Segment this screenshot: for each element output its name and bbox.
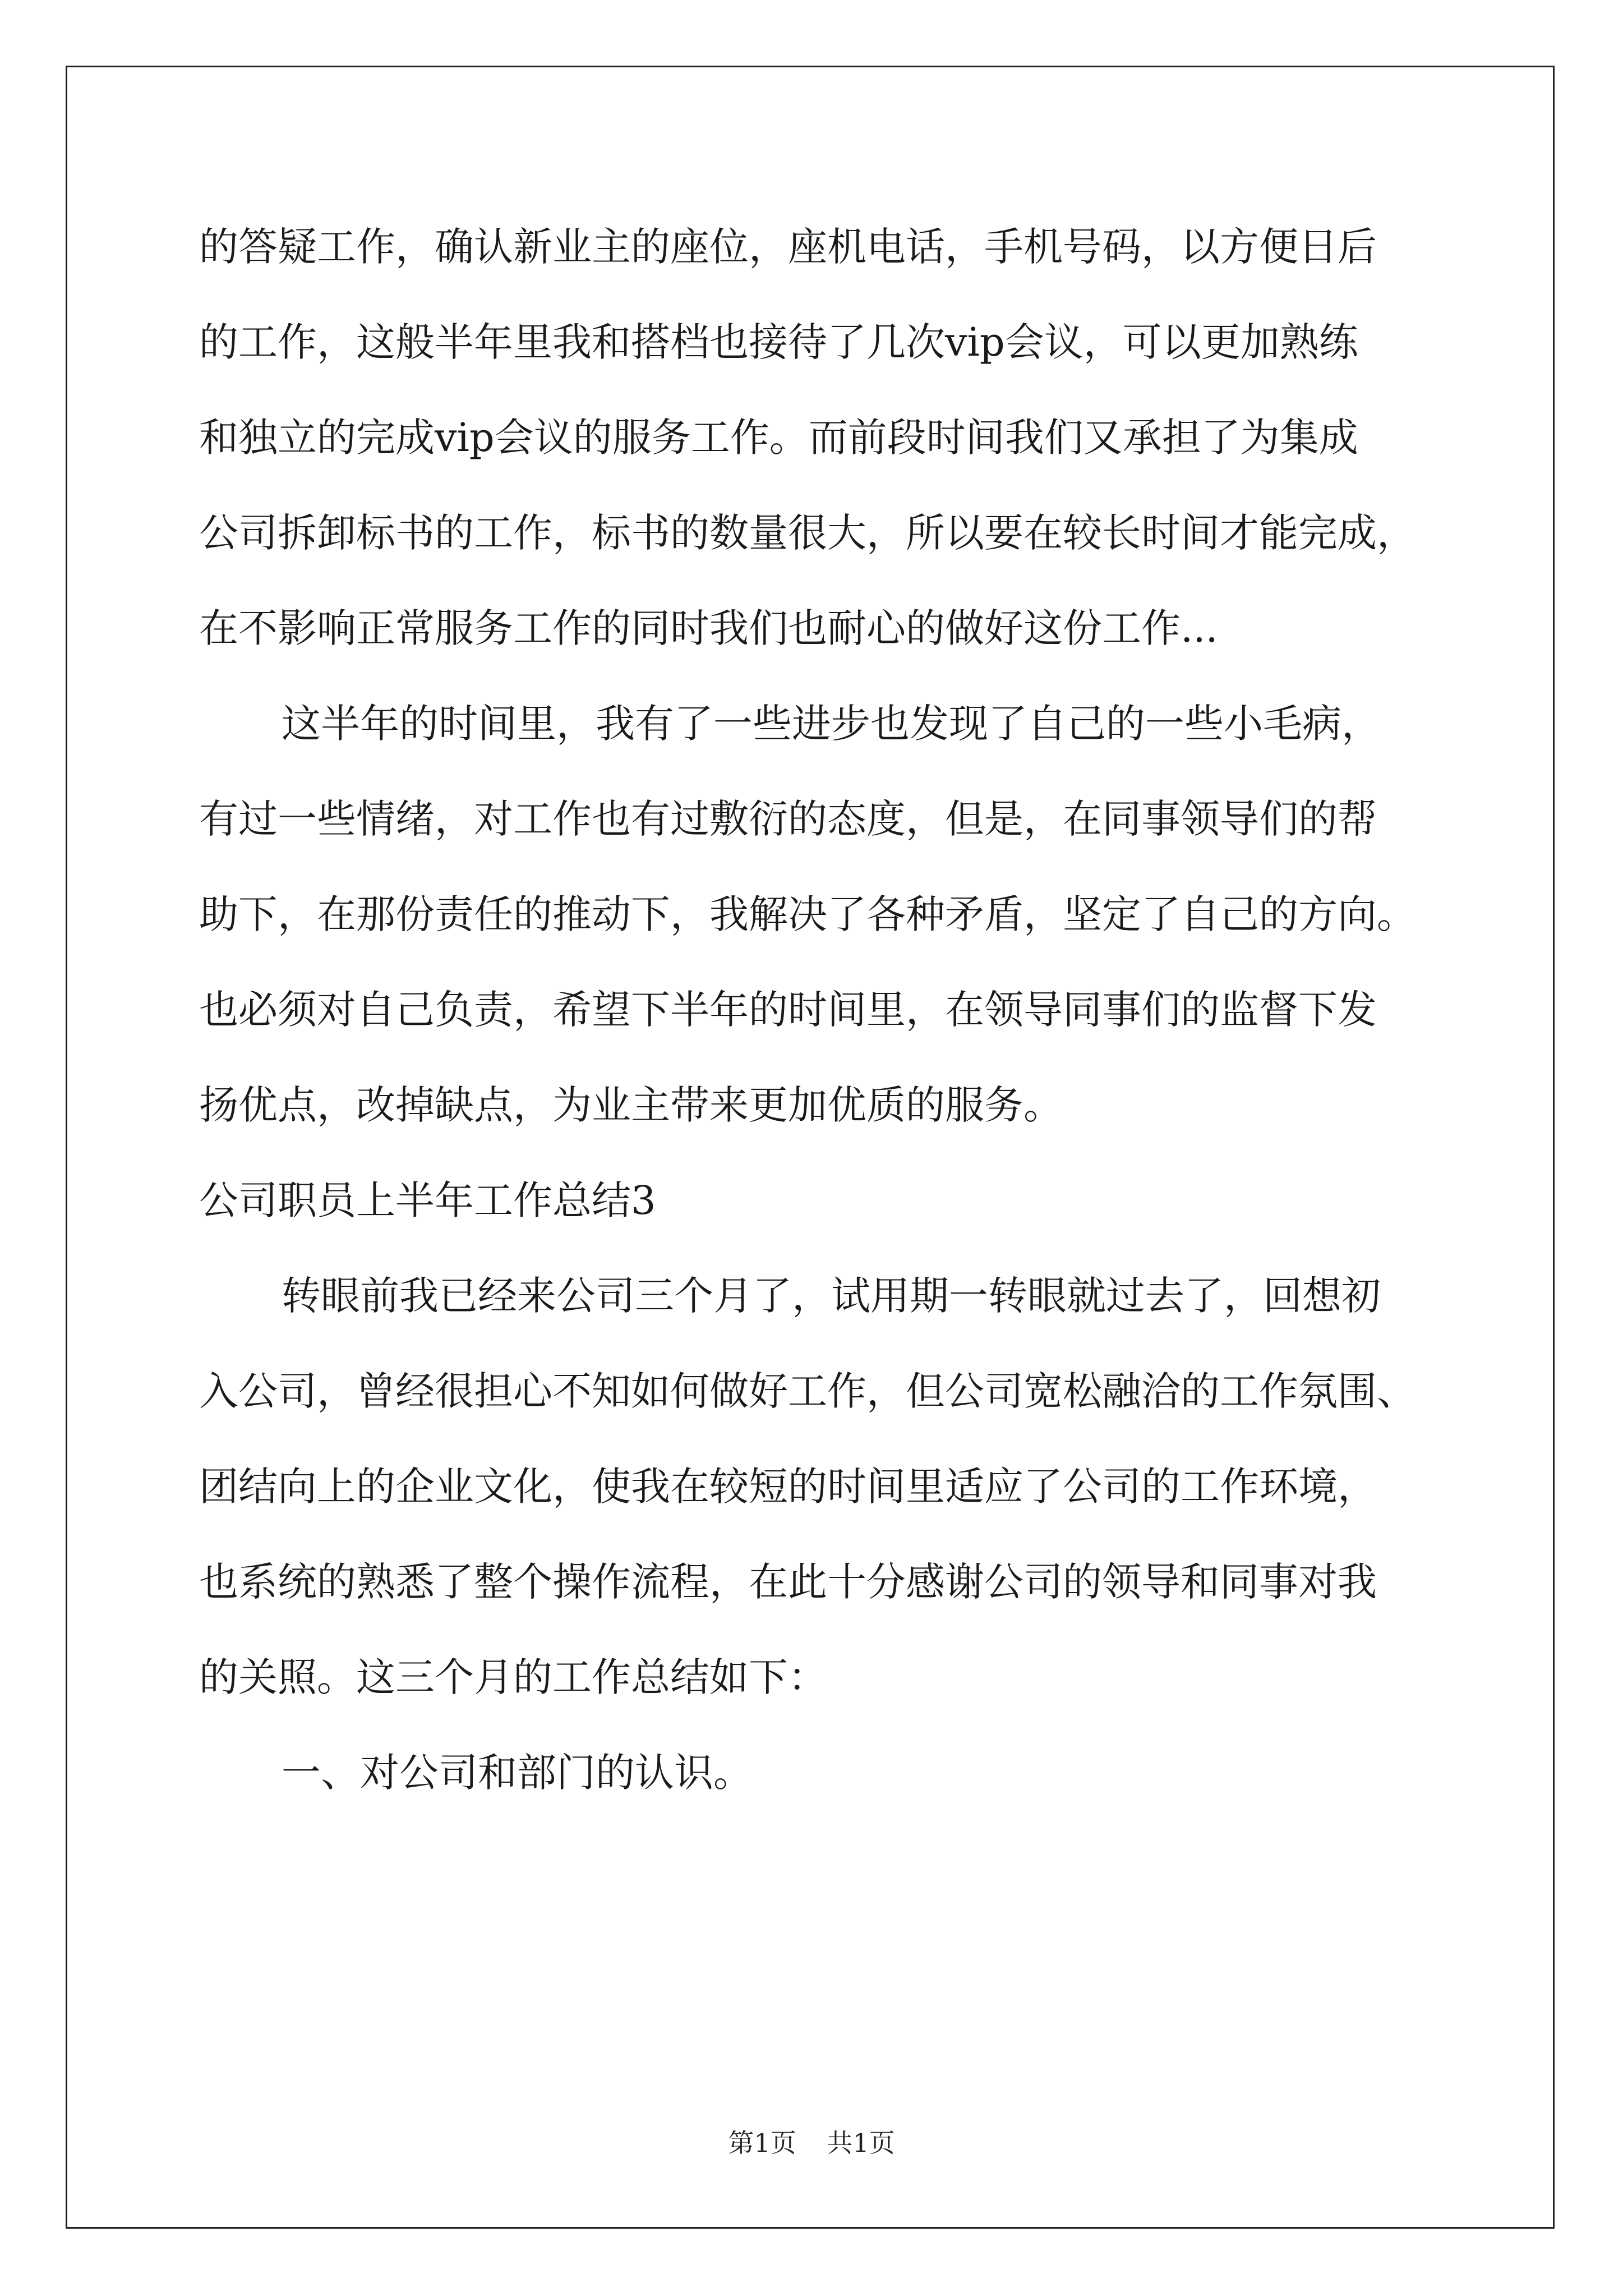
text-line: 公司拆卸标书的工作，标书的数量很大，所以要在较长时间才能完成， xyxy=(199,510,1416,556)
text-line: 也必须对自己负责，希望下半年的时间里，在领导同事们的监督下发 xyxy=(199,987,1377,1033)
text-line: 也系统的熟悉了整个操作流程，在此十分感谢公司的领导和同事对我 xyxy=(199,1559,1377,1605)
text-line: 和独立的完成vip会议的服务工作。而前段时间我们又承担了为集成 xyxy=(199,415,1358,461)
text-line: 助下，在那份责任的推动下，我解决了各种矛盾，坚定了自己的方向。 xyxy=(199,891,1416,937)
text-line: 的关照。这三个月的工作总结如下： xyxy=(199,1654,827,1700)
text-line: 转眼前我已经来公司三个月了，试用期一转眼就过去了，回想初 xyxy=(282,1273,1381,1319)
text-line: 扬优点，改掉缺点，为业主带来更加优质的服务。 xyxy=(199,1082,1063,1128)
text-line: 这半年的时间里，我有了一些进步也发现了自己的一些小毛病， xyxy=(282,701,1381,747)
text-line: 的答疑工作，确认新业主的座位，座机电话，手机号码，以方便日后 xyxy=(199,224,1377,270)
page-frame xyxy=(66,66,1555,2229)
text-line: 在不影响正常服务工作的同时我们也耐心的做好这份工作... xyxy=(199,605,1218,651)
text-line: 团结向上的企业文化，使我在较短的时间里适应了公司的工作环境， xyxy=(199,1464,1377,1510)
page-number-current: 第1页 xyxy=(728,2128,796,2158)
text-line: 一、对公司和部门的认识。 xyxy=(282,1750,753,1796)
page-footer xyxy=(0,2126,1623,2160)
page-number-total: 共1页 xyxy=(827,2128,895,2158)
text-line: 有过一些情绪，对工作也有过敷衍的态度，但是，在同事领导们的帮 xyxy=(199,796,1377,842)
section-heading: 公司职员上半年工作总结3 xyxy=(199,1177,656,1223)
text-line: 的工作，这般半年里我和搭档也接待了几次vip会议，可以更加熟练 xyxy=(199,319,1358,365)
text-line: 入公司，曾经很担心不知如何做好工作，但公司宽松融洽的工作氛围、 xyxy=(199,1368,1416,1414)
